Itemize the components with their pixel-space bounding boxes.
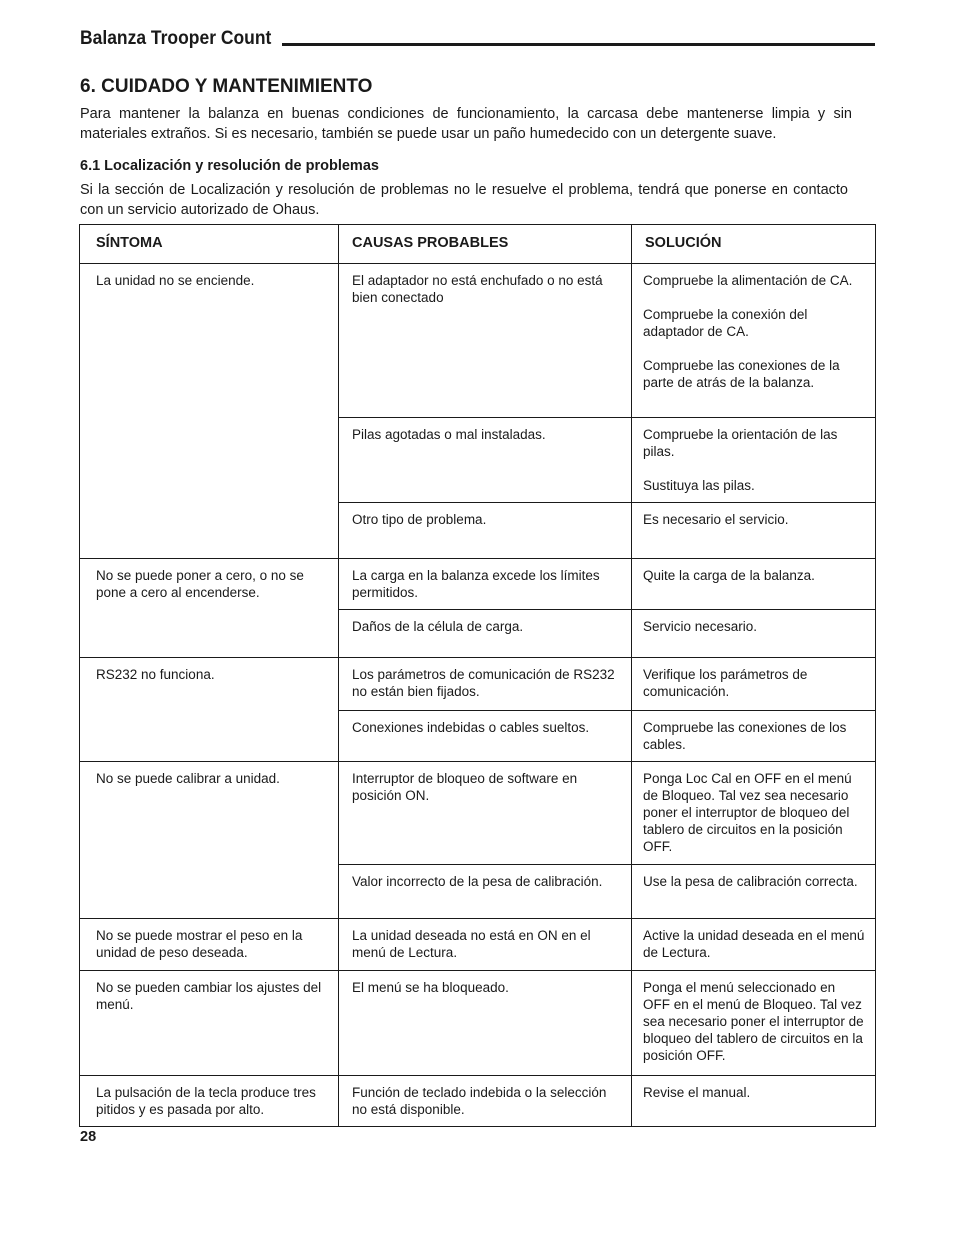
header-symptom: SÍNTOMA bbox=[80, 225, 339, 264]
table-body bbox=[80, 264, 876, 1127]
subsection-title: 6.1 Localización y resolución de problemas bbox=[80, 158, 379, 174]
solution-cell bbox=[632, 711, 876, 762]
cause-cell: La unidad deseada no está en ON en el menú de Lectura. bbox=[339, 919, 632, 971]
table-row bbox=[80, 264, 876, 418]
solution-text: Active la unidad deseada en el menú de Lectura. bbox=[643, 928, 865, 960]
symptom-cell: No se puede calibrar a unidad. bbox=[80, 762, 339, 919]
symptom-cell: No se puede poner a cero, o no se pone a cero al encenderse. bbox=[80, 559, 339, 658]
solution-text: Compruebe la orientación de las pilas. bbox=[643, 427, 838, 459]
header-title: Balanza Trooper Count bbox=[80, 28, 272, 49]
table-row bbox=[80, 971, 876, 1076]
section-paragraph: Para mantener la balanza en buenas condiciones de funcionamiento, la carcasa debe mantenerse limpia y sin materiales extraños. Si es necesario, también se puede usar un paño humedecido con un detergente suave. bbox=[80, 106, 852, 142]
cause-cell: Función de teclado indebida o la selección no está disponible. bbox=[339, 1076, 632, 1127]
subsection-paragraph: Si la sección de Localización y resolución de problemas no le resuelve el problema, tendrá que ponerse en contacto con un servicio autorizado de Ohaus. bbox=[80, 182, 848, 218]
header-solution: SOLUCIÓN bbox=[632, 225, 876, 264]
solution-cell bbox=[632, 264, 876, 418]
table-row bbox=[80, 1076, 876, 1127]
solution-cell bbox=[632, 865, 876, 919]
solution-text: Sustituya las pilas. bbox=[643, 478, 755, 493]
cause-cell: El menú se ha bloqueado. bbox=[339, 971, 632, 1076]
solution-cell bbox=[632, 503, 876, 559]
solution-text: Compruebe la conexión del adaptador de CA. bbox=[643, 307, 808, 339]
solution-cell bbox=[632, 971, 876, 1076]
symptom-cell: RS232 no funciona. bbox=[80, 658, 339, 762]
solution-text: Ponga Loc Cal en OFF en el menú de Bloqueo. Tal vez sea necesario poner el interruptor de bloqueo del tablero de circuitos en la posición OFF. bbox=[643, 771, 852, 854]
cause-cell: Pilas agotadas o mal instaladas. bbox=[339, 418, 632, 503]
cause-cell: El adaptador no está enchufado o no está bien conectado bbox=[339, 264, 632, 418]
cause-cell: Otro tipo de problema. bbox=[339, 503, 632, 559]
solution-text: Servicio necesario. bbox=[643, 619, 758, 634]
symptom-cell: No se pueden cambiar los ajustes del menú. bbox=[80, 971, 339, 1076]
section-title: 6. CUIDADO Y MANTENIMIENTO bbox=[80, 76, 373, 97]
cause-cell: Daños de la célula de carga. bbox=[339, 610, 632, 658]
solution-cell bbox=[632, 762, 876, 865]
solution-text: Quite la carga de la balanza. bbox=[643, 568, 815, 583]
solution-cell bbox=[632, 658, 876, 711]
cause-cell: Interruptor de bloqueo de software en posición ON. bbox=[339, 762, 632, 865]
header-causes: CAUSAS PROBABLES bbox=[339, 225, 632, 264]
table-row bbox=[80, 919, 876, 971]
solution-text: Compruebe las conexiones de la parte de atrás de la balanza. bbox=[643, 358, 840, 390]
symptom-cell: No se puede mostrar el peso en la unidad de peso deseada. bbox=[80, 919, 339, 971]
solution-cell bbox=[632, 559, 876, 610]
troubleshooting-table bbox=[79, 224, 876, 1127]
solution-text: Ponga el menú seleccionado en OFF en el menú de Bloqueo. Tal vez sea necesario poner el interruptor de bloqueo del tablero de circuitos en la posición OFF. bbox=[643, 980, 864, 1063]
solution-text: Revise el manual. bbox=[643, 1085, 751, 1100]
symptom-cell: La pulsación de la tecla produce tres pitidos y es pasada por alto. bbox=[80, 1076, 339, 1127]
table-row bbox=[80, 559, 876, 610]
solution-cell bbox=[632, 919, 876, 971]
cause-cell: La carga en la balanza excede los límites permitidos. bbox=[339, 559, 632, 610]
solution-text: Use la pesa de calibración correcta. bbox=[643, 874, 858, 889]
solution-cell bbox=[632, 418, 876, 503]
header-rule bbox=[282, 43, 875, 46]
table-row bbox=[80, 762, 876, 865]
cause-cell: Valor incorrecto de la pesa de calibración. bbox=[339, 865, 632, 919]
solution-text: Compruebe las conexiones de los cables. bbox=[643, 720, 847, 752]
cause-cell: Conexiones indebidas o cables sueltos. bbox=[339, 711, 632, 762]
page-number: 28 bbox=[80, 1129, 97, 1145]
cause-cell: Los parámetros de comunicación de RS232 no están bien fijados. bbox=[339, 658, 632, 711]
symptom-cell: La unidad no se enciende. bbox=[80, 264, 339, 559]
solution-text: Verifique los parámetros de comunicación. bbox=[643, 667, 808, 699]
page-header bbox=[80, 24, 875, 50]
table-row bbox=[80, 658, 876, 711]
solution-cell bbox=[632, 610, 876, 658]
table-header-row bbox=[80, 225, 876, 264]
solution-text: Es necesario el servicio. bbox=[643, 512, 789, 527]
solution-text: Compruebe la alimentación de CA. bbox=[643, 273, 853, 288]
solution-cell bbox=[632, 1076, 876, 1127]
